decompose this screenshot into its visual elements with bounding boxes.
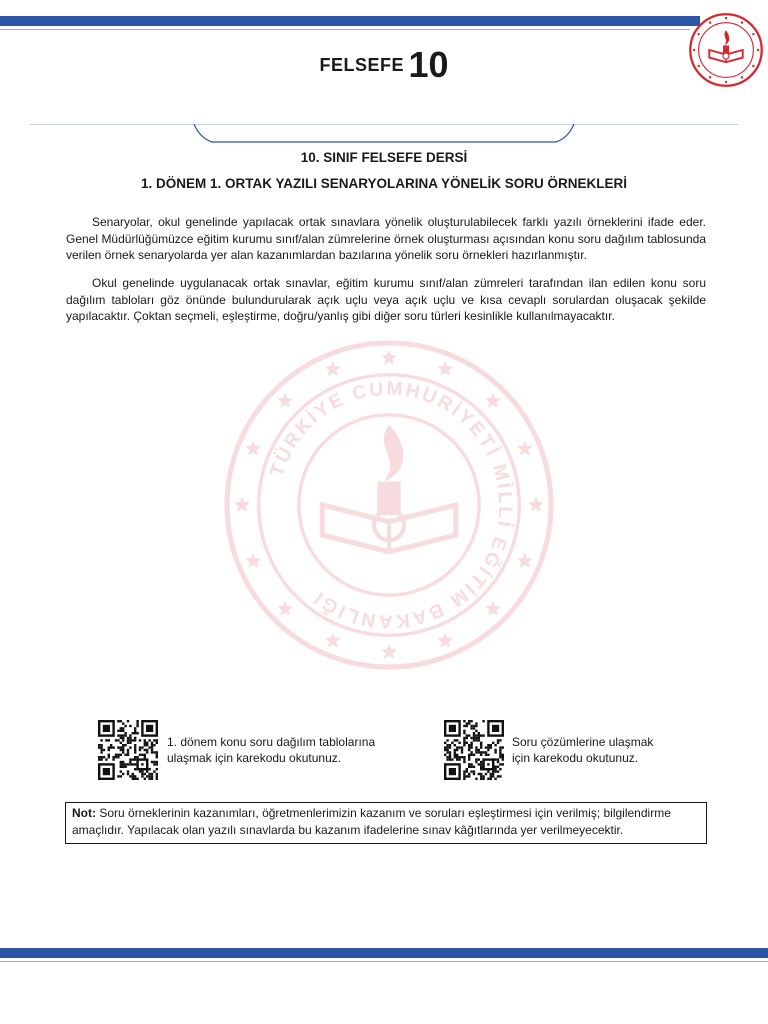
top-thin-line [0,29,690,30]
top-blue-bar [0,16,700,26]
watermark-star [325,632,341,647]
qr-code-icon[interactable] [98,720,158,780]
qr-caption-line: Soru çözümlerine ulaşmak [512,735,654,749]
watermark-ring-text: TÜRKİYE CUMHURİYETİ MİLLİ EĞİTİM BAKANLIĞI [266,378,516,632]
watermark-star [485,393,501,408]
watermark-star [245,553,261,568]
qr-code-icon[interactable] [444,720,504,780]
watermark-star [325,361,341,376]
watermark-star [517,440,533,455]
watermark-star [277,601,293,616]
bottom-blue-bar [0,948,768,958]
watermark-star [277,393,293,408]
qr-caption-line: 1. dönem konu soru dağılım tablolarına [167,735,376,749]
grade-number: 10 [408,44,449,85]
document-heading-grade: 10. SINIF FELSEFE DERSİ [300,150,468,165]
subject-name: FELSEFE [319,55,404,75]
document-heading-exam: 1. DÖNEM 1. ORTAK YAZILI SENARYOLARINA YÖNELİK SORU ÖRNEKLERİ [140,176,628,191]
watermark-star [437,632,453,647]
bottom-thin-line [0,961,768,962]
intro-paragraph-2: Okul genelinde uygulanacak ortak sınavlar, eğitim kurumu sınıf/alan zümreleri tarafından ilan edilen konu soru dağılım tabloları göz önünde bulundurularak açık uçlu veya açık uçlu ve kısa cevaplı sorulardan oluşacak şekilde yapılacaktır. Çoktan seçmeli, eşleştirme, doğru/yanlış gibi diğer soru türleri kesinlikle kullanılmayacaktır. [66,276,706,323]
header-tab-shape [192,124,576,144]
watermark-star [381,350,397,365]
note-text: Soru örneklerinin kazanımları, öğretmenlerimizin kazanım ve soruları eşleştirmesi için verilmiş; bilgilendirme amaçlıdır. Yapılacak olan yazılı sınavlarda bu kazanım ifadelerine sınav kâğıtlarında yer verilmeyecektir. [72,806,671,837]
qr-caption-line: için karekodu okutunuz. [512,751,639,765]
watermark-star [234,497,250,512]
watermark-star [485,601,501,616]
watermark-star [528,497,544,512]
intro-paragraph-1: Senaryolar, okul genelinde yapılacak ortak sınavlara yönelik oluşturulabilecek farklı yazılı örneklerini ifade eder. Genel Müdürlüğümüzce eğitim kurumu sınıf/alan zümrelerine örnek oluşturması açısından konu soru dağılım tablosunda verilen örnek senaryolarda yer alan kazanımlardan bazılarına yönelik soru örnekleri hazırlanmıştır. [66,215,706,262]
watermark-star [381,644,397,659]
watermark-star [437,361,453,376]
qr-caption-distribution [167,734,407,766]
qr-caption-solutions [512,734,712,766]
watermark-star [517,553,533,568]
ministry-watermark-seal [222,338,556,672]
note-label: Not: [72,806,96,820]
watermark-star [245,440,261,455]
page-header-title [0,44,768,86]
qr-caption-line: ulaşmak için karekodu okutunuz. [167,751,342,765]
note-box [65,802,707,844]
